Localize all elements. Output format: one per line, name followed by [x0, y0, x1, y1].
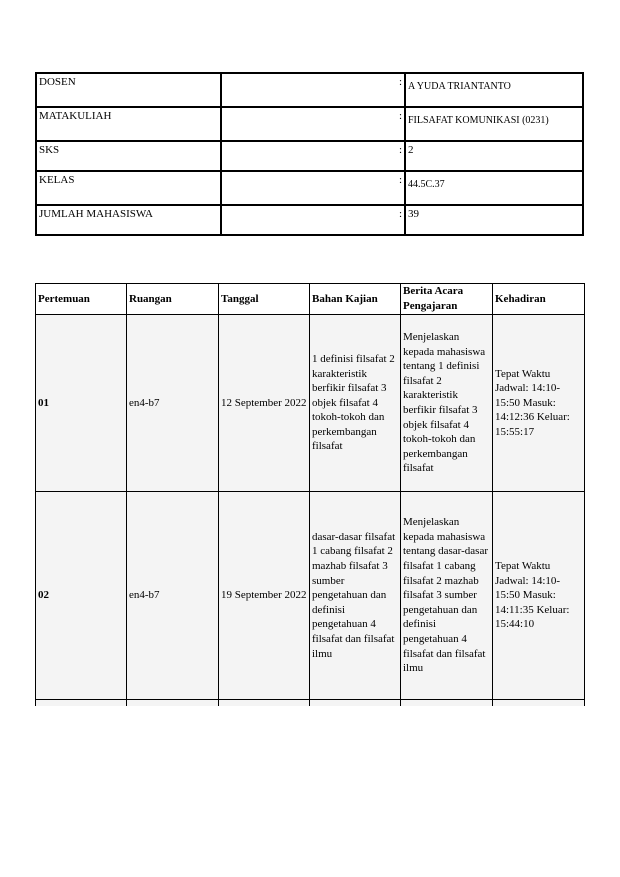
cell-kehadiran: Tepat Waktu Jadwal: 14:10-15:50 Masuk: 14:12:36 Keluar: 15:55:17 — [493, 315, 585, 492]
table-row — [36, 315, 585, 492]
cell-berita-acara: Menjelaskan kepada mahasiswa tentang 1 definisi filsafat 2 karakteristik berfikir filsafat 3 objek filsafat 4 tokoh-tokoh dan perkembangan filsafat — [401, 315, 493, 492]
cell-empty — [401, 700, 493, 707]
info-label: DOSEN — [36, 73, 221, 107]
header-bahan-kajian: Bahan Kajian — [310, 284, 401, 315]
table-row-partial — [36, 700, 585, 707]
cell-bahan-kajian: dasar-dasar filsafat 1 cabang filsafat 2 mazhab filsafat 3 sumber pengetahuan dan definisi pengetahuan 4 filsafat dan filsafat ilmu — [310, 492, 401, 700]
info-value: 2 — [405, 141, 583, 171]
info-label: SKS — [36, 141, 221, 171]
info-label: MATAKULIAH — [36, 107, 221, 141]
cell-empty — [36, 700, 127, 707]
colon: : — [398, 208, 402, 220]
table-row — [36, 492, 585, 700]
cell-berita-acara: Menjelaskan kepada mahasiswa tentang dasar-dasar filsafat 1 cabang filsafat 2 mazhab filsafat 3 sumber pengetahuan dan definisi pengetahuan 4 filsafat dan filsafat ilmu — [401, 492, 493, 700]
cell-empty — [219, 700, 310, 707]
attendance-table — [35, 283, 585, 706]
info-value: 39 — [405, 205, 583, 235]
info-row-jumlah-mahasiswa — [36, 205, 583, 235]
cell-pertemuan: 02 — [36, 492, 127, 700]
info-value: A YUDA TRIANTANTO — [405, 73, 583, 107]
header-pertemuan: Pertemuan — [36, 284, 127, 315]
cell-kehadiran: Tepat Waktu Jadwal: 14:10-15:50 Masuk: 14:11:35 Keluar: 15:44:10 — [493, 492, 585, 700]
cell-bahan-kajian: 1 definisi filsafat 2 karakteristik berfikir filsafat 3 objek filsafat 4 tokoh-tokoh dan perkembangan filsafat — [310, 315, 401, 492]
colon: : — [398, 144, 402, 156]
colon: : — [398, 110, 402, 122]
cell-ruangan: en4-b7 — [127, 492, 219, 700]
attendance-header-row — [36, 284, 585, 315]
cell-ruangan: en4-b7 — [127, 315, 219, 492]
cell-empty — [493, 700, 585, 707]
info-label: JUMLAH MAHASISWA — [36, 205, 221, 235]
colon: : — [398, 174, 402, 186]
colon: : — [398, 76, 402, 88]
info-row-sks — [36, 141, 583, 171]
header-ruangan: Ruangan — [127, 284, 219, 315]
info-spacer — [221, 205, 405, 235]
info-label: KELAS — [36, 171, 221, 205]
header-tanggal: Tanggal — [219, 284, 310, 315]
cell-pertemuan: 01 — [36, 315, 127, 492]
info-row-dosen — [36, 73, 583, 107]
info-row-kelas — [36, 171, 583, 205]
header-berita-acara: Berita Acara Pengajaran — [401, 284, 493, 315]
cell-empty — [127, 700, 219, 707]
info-value: FILSAFAT KOMUNIKASI (0231) — [405, 107, 583, 141]
info-value: 44.5C.37 — [405, 171, 583, 205]
header-kehadiran: Kehadiran — [493, 284, 585, 315]
info-spacer — [221, 171, 405, 205]
cell-empty — [310, 700, 401, 707]
info-spacer — [221, 73, 405, 107]
cell-tanggal: 12 September 2022 — [219, 315, 310, 492]
cell-tanggal: 19 September 2022 — [219, 492, 310, 700]
info-row-matakuliah — [36, 107, 583, 141]
info-spacer — [221, 141, 405, 171]
course-info-table — [35, 72, 584, 236]
info-spacer — [221, 107, 405, 141]
